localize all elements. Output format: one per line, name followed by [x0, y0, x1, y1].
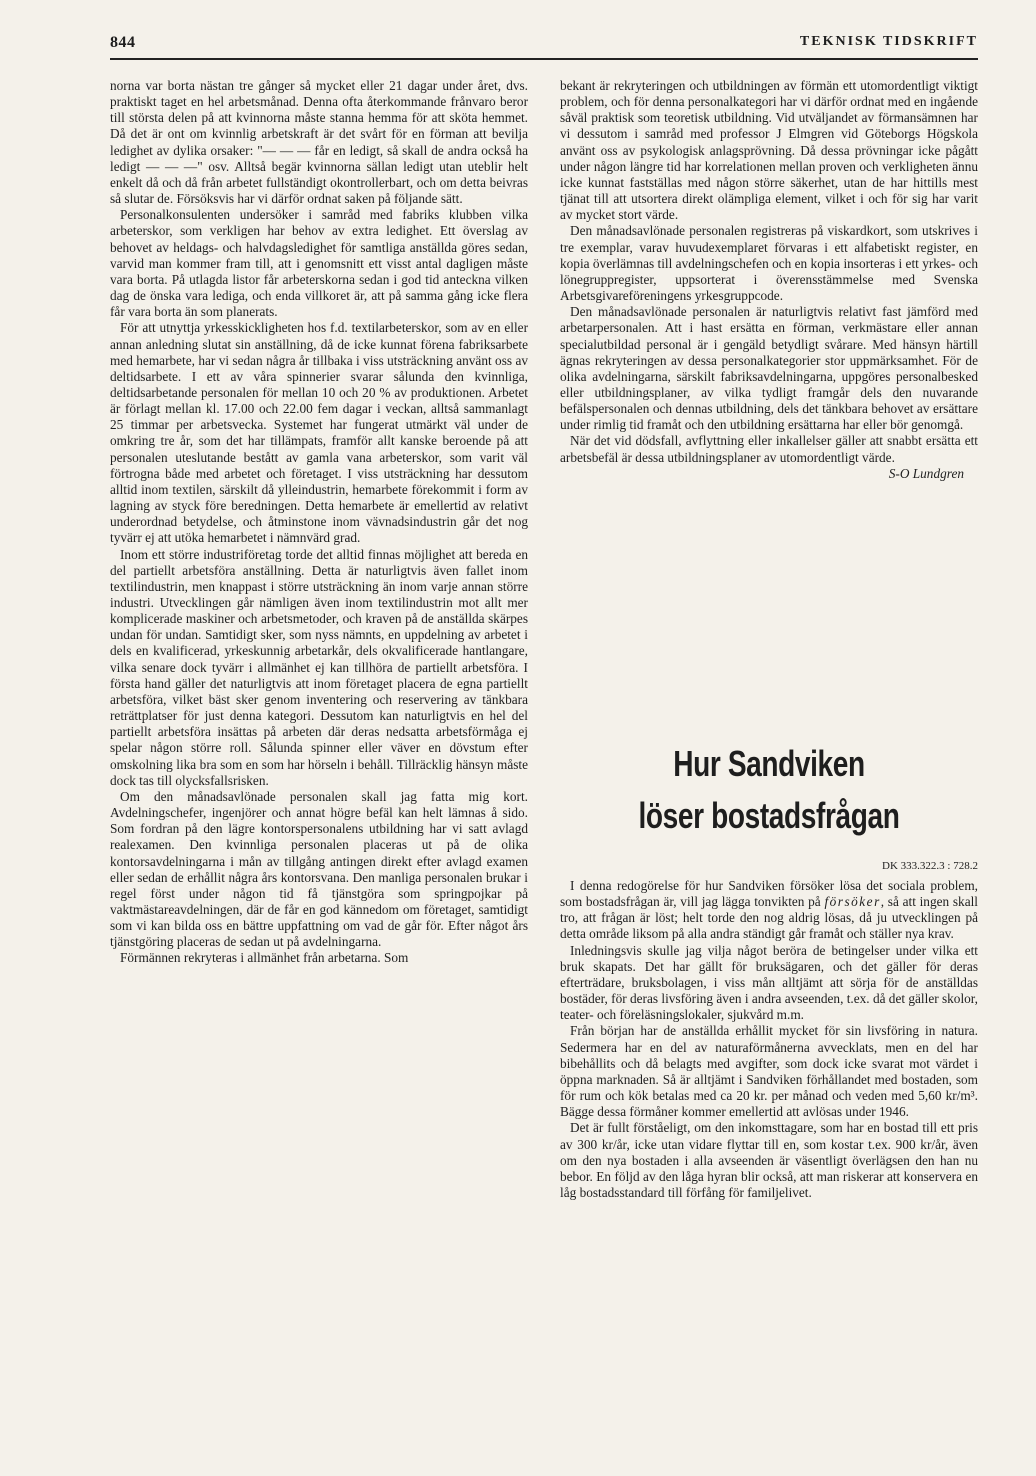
left-column	[110, 78, 528, 967]
article-intro-emphasis: försöker	[824, 894, 881, 910]
article-paragraph-3: Från början har de anställda erhållit mycket för sin livsföring in natura. Sedermera har en del av naturaförmånerna avvecklats, men en del har bibehållits och då belagts med avgifter, som dock icke svarat mot värdet i öppna marknaden. Så är alltjämt i Sandviken förhållandet med bostaden, som för rum och kök betalas med ca 20 kr. per månad och veden med 5,60 kr/m³. Bägge dessa förmåner kommer emellertid att avlösas under 1946.	[560, 1023, 978, 1120]
article-title	[560, 738, 978, 842]
right-paragraph-1: bekant är rekryteringen och utbildningen av förmän ett utomordentligt viktigt problem, och för denna personalkategori har vi därför ordnat med en ingående såväl praktisk som teoretisk utbildning. Vid utväljandet av förmansämnen har vi dessutom i samråd med professor J Elmgren vid Göteborgs Högskola använt oss av psykologisk anlagsprövning. Då dessa prövningar icke pågått under någon längre tid har korrelationen mellan proven och verkligheten ännu icke kunnat fastställas med någon större säkerhet, utan de har hittills mest tjänat till att utsortera direkt olämpliga element, vilket i och för sig har varit av mycket stort värde.	[560, 78, 978, 223]
article-body	[560, 878, 978, 1201]
article-title-line-2: löser bostadsfrågan	[638, 795, 900, 836]
article-intro-before: I denna redogörelse för hur Sandviken försöker lösa det sociala problem, som bostadsfrågan är, vill jag lägga tonvikten på	[560, 878, 978, 910]
journal-title: TEKNISK TIDSKRIFT	[799, 34, 978, 49]
article-intro-after: , så att ingen skall tro, att frågan är löst; helt torde den nog aldrig lösas, då ju utvecklingen på detta område liksom på alla andra ständigt går framåt och ställer nya krav.	[560, 894, 978, 942]
left-paragraph-4: Inom ett större industriföretag torde det alltid finnas möjlighet att bereda en del partiellt arbetsföra anställning. Detta är naturligtvis även fallet inom textilindustrin, men knappast i större utsträckning än inom varje annan större industri. Utvecklingen går nämligen även inom textilindustrin mot allt mer komplicerade maskiner och arbetsmetoder, och kraven på de anställda skärpes undan för undan. Samtidigt sker, som nyss nämnts, en uppdelning av arbetet i dels en kvalificerad, yrkeskunnig arbetarkår, dels okvalificerade hantlangare, vilka senare dock tyvärr i allmänhet ej kan tillhöra de partiellt arbetsföra. I första hand gäller det naturligtvis att inom företaget placera de egna partiellt arbetsföra, vilket bäst sker genom inventering och reservering av tänkbara reträttplatser för just denna kategori. Dessutom kan naturligtvis en hel del partiellt arbetsföra insättas på arbeten där deras nedsatta arbetsförmåga ej spelar någon större roll. Sålunda spinner eller väver en dövstum efter omskolning lika bra som en som har hörseln i behåll. Tillräcklig hänsyn måste dock tas till olycksfallsrisken.	[110, 546, 528, 788]
right-paragraph-4	[560, 433, 978, 481]
article-intro	[560, 878, 978, 943]
article-title-line-1: Hur Sandviken	[673, 743, 865, 784]
article-paragraph-4: Det är fullt förståeligt, om den inkomsttagare, som har en bostad till ett pris av 300 kr/år, icke utan vidare flyttar till en, som kostar t.ex. 900 kr/år, även om den nya bostaden i alla avseenden är väsentligt överlägsen den han nu bebor. En följd av den låga hyran blir också, att man riskerar att konservera en låg bostadsstandard till förfång för familjelivet.	[560, 1120, 978, 1200]
right-paragraph-3: Den månadsavlönade personalen är naturligtvis relativt fast jämförd med arbetarpersonalen. Att i hast ersätta en förman, verkmästare eller annan specialutbildad personal är i gengäld betydligt svårare. Med hänsyn härtill ägnas rekryteringen av dessa personalkategorier stor uppmärksamhet. För de olika avdelningarna, särskilt fabriksavdelningarna, uppgöres personalbesked eller utbildningsplaner, av vilka tydligt framgår dels den nuvarande befälspersonalen och dennas utbildning, dels det tänkbara behovet av ersättare under rimlig tid framåt och den utbildning ersättarna har eller bör genomgå.	[560, 304, 978, 433]
article-paragraph-2: Inledningsvis skulle jag vilja något beröra de betingelser under vilka ett bruk skapats. Det har gällt för bruksägaren, och det gäller för deras efterträdare, bruksbolagen, i viss mån alltjämt att sörja för de anställdas bostäder, för deras livsföring även i andra avseenden, t.ex. då det gäller skolor, teater- och föreläsningslokaler, sjukvård m.m.	[560, 942, 979, 1023]
left-paragraph-2: Personalkonsulenten undersöker i samråd med fabriks klubben vilka arbeterskor, som verkligen har behov av extra ledighet. Ett överslag av behovet av heldags- och halvdagsledighet för samtliga anställda göres sedan, varvid man kommer fram till, att i genomsnitt ett visst antal dagligen måste vara borta. På utlagda listor får arbeterskorna sedan i god tid anteckna vilken dag de önska vara lediga, och enda villkoret är, att på samma gång icke flera får vara borta än som planerats.	[110, 207, 528, 320]
right-column	[560, 78, 978, 482]
dk-classification: DK 333.322.3 : 728.2	[882, 860, 978, 872]
right-paragraph-4-text: När det vid dödsfall, avflyttning eller inkallelser gäller att snabbt ersätta ett arbetsbefäl är dessa utbildningsplaner av utomordentligt värde.	[560, 433, 978, 465]
right-paragraph-2: Den månadsavlönade personalen registreras på viskardkort, som utskrives i tre exemplar, varav huvudexemplaret förvaras i ett alfabetiskt register, en kopia överlämnas till avdelningschefen och en kopia insorteras i ett yrkes- och lönegruppregister, uppsorterat i överensstämmelse med Svenska Arbetsgivareföreningens yrkesgruppcode.	[560, 223, 978, 304]
page-number: 844	[110, 34, 136, 51]
left-paragraph-6: Förmännen rekryteras i allmänhet från arbetarna. Som	[120, 950, 409, 966]
author-signature: S-O Lundgren	[888, 465, 964, 481]
left-paragraph-3: För att utnyttja yrkesskickligheten hos f.d. textilarbeterskor, som av en eller annan anledning slutat sin anställning, då de icke kunnat förena fabriksarbete med hemarbete, har vi sedan några år tillbaka i viss utsträckning använt oss av deltidsarbete. I ett av våra spinnerier svarar sålunda den kvinnliga, deltidsarbetande personalen för mellan 10 och 20 % av produktionen. Arbetet är förlagt mellan kl. 17.00 och 22.00 fem dagar i veckan, alltså sammanlagt 25 timmar per arbetsvecka. Systemet har fungerat utmärkt väl under de omkring tre år, som det har tillämpats, framför allt kanske beroende på att personalen uteslutande bestått av gamla vana arbeterskor, som varit väl förtrogna både med arbetet och företaget. I viss utsträckning har dessutom alltid inom textilen, särskilt då ylleindustrin, hemarbete förekommit i form av lagning av styck före beredningen. Detta hemarbete är emellertid av relativt underordnad betydelse, och åtminstone inom vävnadsindustrin går det nog tyvärr ej att utöka hemarbetet i nämnvärd grad.	[110, 320, 528, 546]
left-paragraph-5: Om den månadsavlönade personalen skall jag fatta mig kort. Avdelningschefer, ingenjörer och annat högre befäl kan helt lämnas å sido. Som fordran på den lägre kontorspersonalens utbildning har vi satt avlagd realexamen. Den kvinnliga personalen placeras ut på de olika kontorsavdelningarna i mån av tillgång antingen direkt efter avlagd examen eller sedan de erhållit några års kontorsvana. Den manliga personalen brukar i regel först under någon tid få tjänstgöra som springpojkar på vaktmästareavdelningen, där de får en god kännedom om företaget, samtidigt som vi kan bilda oss en bättre uppfattning om vad de går för. Efter något års tjänstgöring placeras de sedan ut på avdelningarna.	[110, 788, 528, 950]
left-paragraph-1: norna var borta nästan tre gånger så mycket eller 21 dagar under året, dvs. praktiskt taget en hel arbetsmånad. Denna ofta återkommande frånvaro beror till största delen på att kvinnorna måste stanna hemma för att sköta hemmet. Då det är ont om kvinnlig arbetskraft är det svårt för en förman att bevilja ledighet av dylika orsaker: "— — — får en ledigt, så skall de andra också ha ledigt — — —" osv. Alltså begär kvinnorna sällan ledigt utan uteblir helt enkelt då och då från arbetet fullständigt okontrollerbart, och om detta beivras så slutar de. Försöksvis har vi därför ordnat saken på följande sätt.	[110, 78, 528, 207]
header-rule	[110, 58, 978, 60]
page-header	[110, 28, 978, 62]
